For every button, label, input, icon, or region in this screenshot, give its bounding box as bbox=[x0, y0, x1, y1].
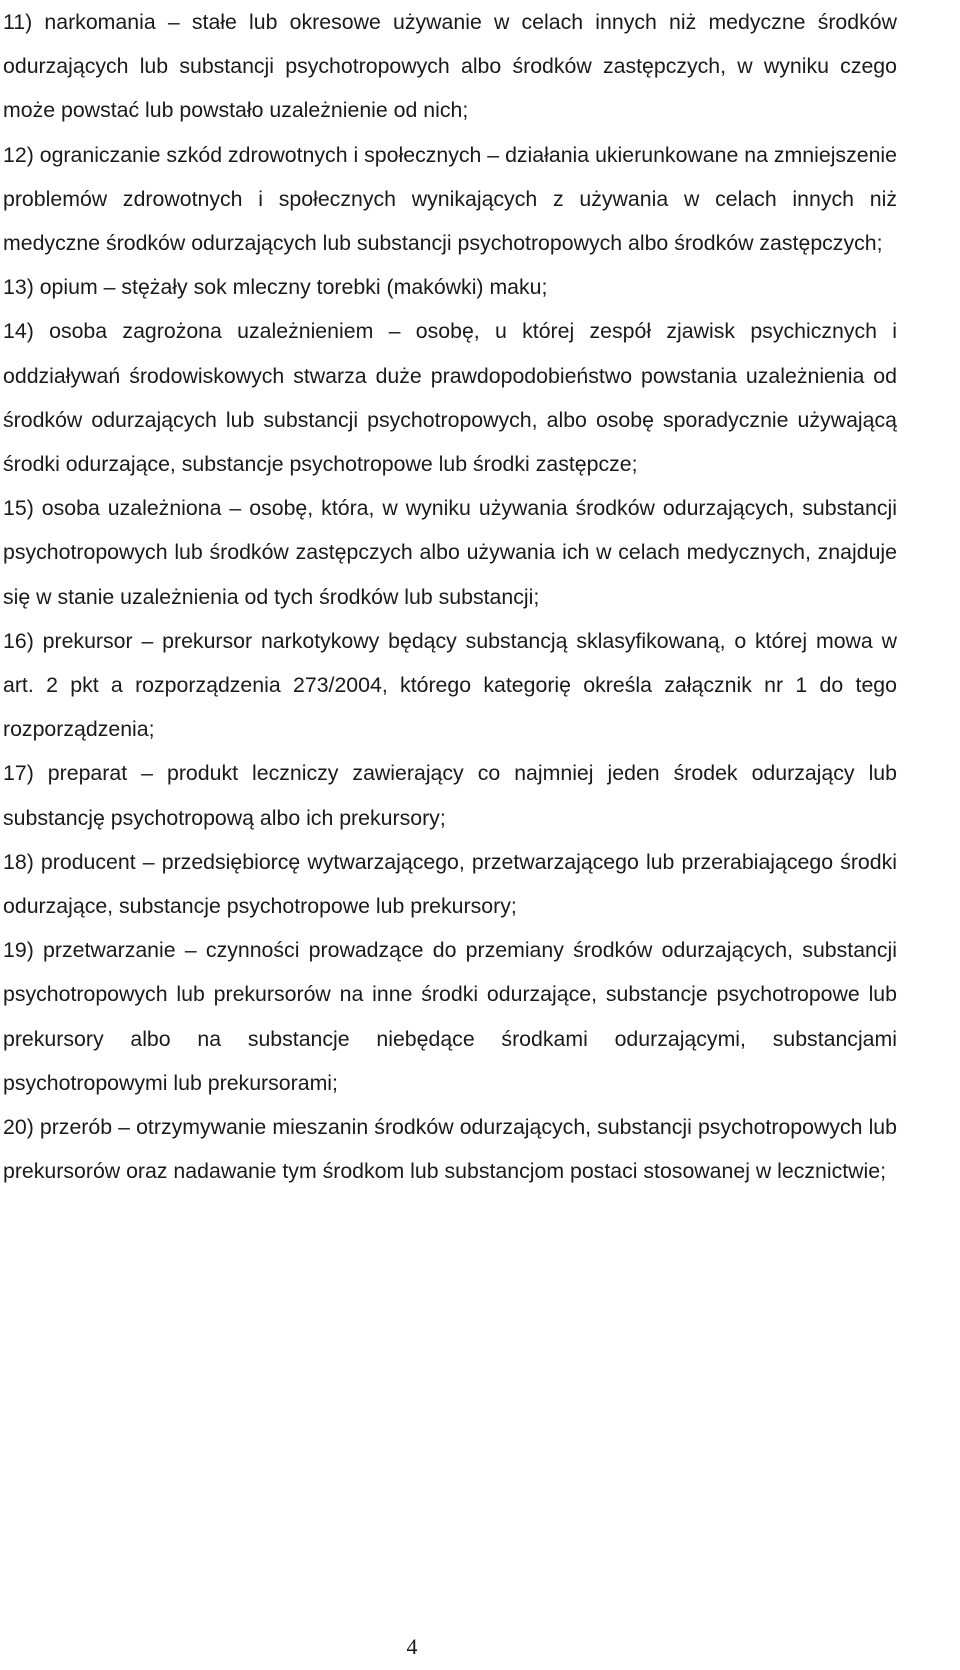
definition-text: przetwarzanie – czynności prowadzące do przemiany środków odurzających, substancji psychotropowych lub prekursorów na inne środki odurzające, substancje psychotropowe lub prekursory albo na substancje niebędące środkami odurzającymi, substancjami psychotropowymi lub prekursorami; bbox=[3, 938, 898, 1095]
definition-11 bbox=[3, 0, 897, 133]
definition-15 bbox=[3, 486, 897, 619]
definition-text: prekursor – prekursor narkotykowy będący substancją sklasyfikowaną, o której mowa w art. 2 pkt a rozporządzenia 273/2004, którego kategorię określa załącznik nr 1 do tego rozporządzenia; bbox=[3, 628, 898, 742]
definition-number: 11) bbox=[3, 10, 33, 34]
definition-number: 17) bbox=[3, 761, 34, 786]
definition-number: 14) bbox=[3, 319, 34, 344]
definition-text: przerób – otrzymywanie mieszanin środków odurzających, substancji psychotropowych lub prekursorów oraz nadawanie tym środkom lub substancjom postaci stosowanej w lecznictwie; bbox=[3, 1115, 897, 1184]
definition-number: 16) bbox=[3, 628, 34, 653]
definition-20 bbox=[3, 1105, 897, 1193]
definition-18 bbox=[3, 840, 897, 928]
definition-17 bbox=[3, 751, 897, 839]
definition-text: opium – stężały sok mleczny torebki (makówki) maku; bbox=[39, 275, 548, 300]
definition-14 bbox=[3, 309, 897, 486]
definition-number: 13) bbox=[3, 275, 34, 300]
definition-16 bbox=[3, 619, 897, 752]
definition-12 bbox=[3, 133, 897, 266]
definition-text: osoba uzależniona – osobę, która, w wyniku używania środków odurzających, substancji psychotropowych lub środków zastępczych albo używania ich w celach medycznych, znajduje się w stanie uzależnienia od tych środków lub substancji; bbox=[3, 496, 897, 609]
definition-number: 20) bbox=[3, 1115, 34, 1140]
document-body bbox=[3, 0, 897, 1193]
definition-13 bbox=[3, 265, 897, 309]
definition-number: 19) bbox=[3, 938, 34, 963]
definition-19 bbox=[3, 928, 897, 1105]
page-number: 4 bbox=[406, 1634, 418, 1659]
definition-text: narkomania – stałe lub okresowe używanie w celach innych niż medyczne środków odurzających lub substancji psychotropowych albo środków zastępczych, w wyniku czego może powstać lub powstało uzależnienie od nich; bbox=[3, 10, 897, 123]
definition-text: osoba zagrożona uzależnieniem – osobę, u której zespół zjawisk psychicznych i oddziaływań środowiskowych stwarza duże prawdopodobieństwo powstania uzależnienia od środków odurzających lub substancji psychotropowych, albo osobę sporadycznie używającą środki odurzające, substancje psychotropowe lub środki zastępcze; bbox=[3, 319, 898, 477]
definition-text: preparat – produkt leczniczy zawierający co najmniej jeden środek odurzający lub substancję psychotropową albo ich prekursory; bbox=[3, 761, 897, 830]
definition-text: producent – przedsiębiorcę wytwarzającego, przetwarzającego lub przerabiającego środki odurzające, substancje psychotropowe lub prekursory; bbox=[3, 849, 897, 919]
definition-number: 18) bbox=[3, 849, 34, 874]
definition-number: 12) bbox=[3, 142, 34, 167]
definition-text: ograniczanie szkód zdrowotnych i społecznych – działania ukierunkowane na zmniejszenie problemów zdrowotnych i społecznych wynikających z używania w celach innych niż medyczne środków odurzających lub substancji psychotropowych albo środków zastępczych; bbox=[3, 142, 897, 256]
definition-number: 15) bbox=[3, 496, 34, 521]
